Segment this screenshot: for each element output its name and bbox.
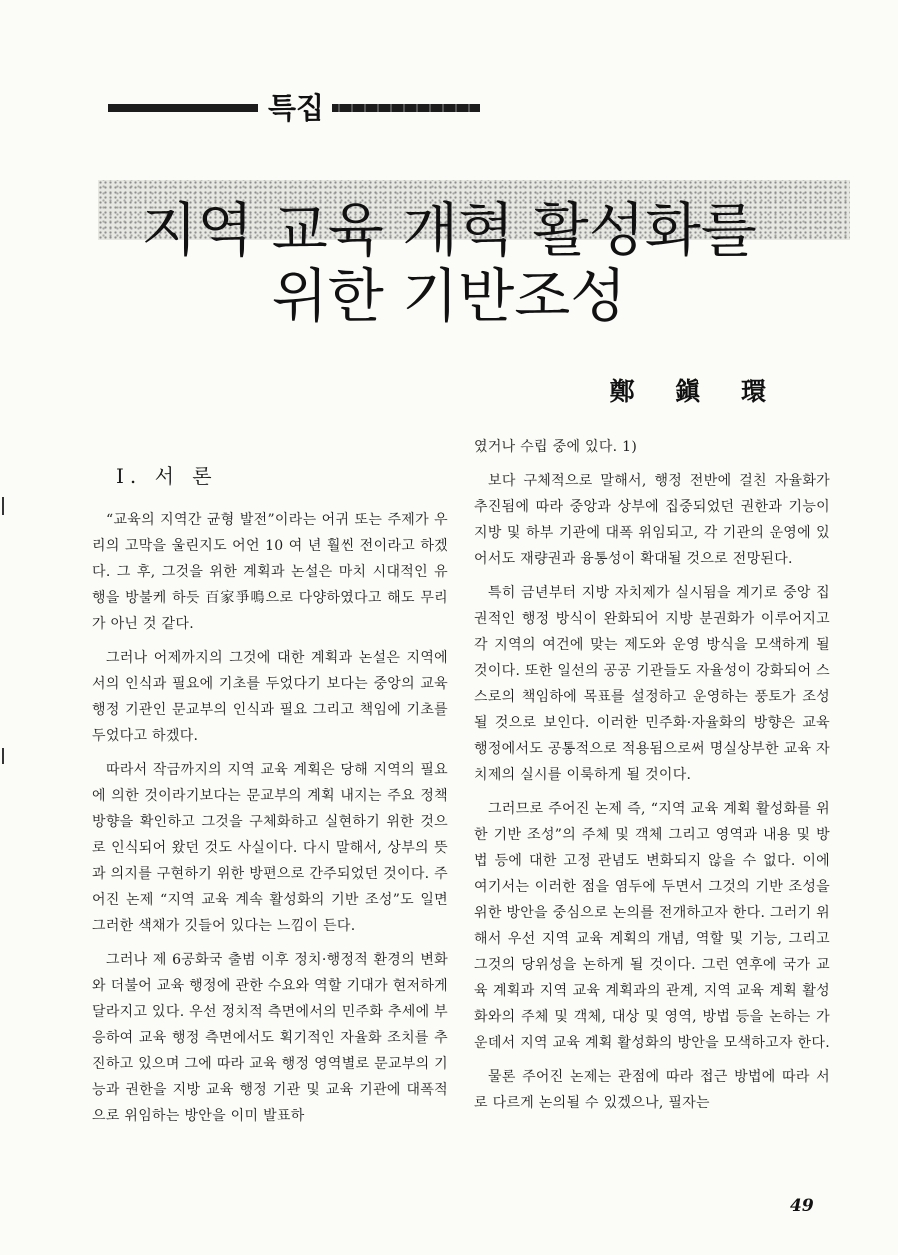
paragraph: “교육의 지역간 균형 발전”이라는 어귀 또는 주제가 우리의 고막을 울린지도 어언 10 여 년 훨씬 전이라고 하겠다. 그 후, 그것을 위한 계획과 논설은 마치 시대적인 유행을 방불케 하듯 百家爭鳴으로 다양하였다고 해도 무리가 아닌 것 같다. (92, 512, 448, 632)
article-title-line-2: 위한 기반조성 (271, 262, 627, 330)
section-heading: Ⅰ. 서 론 (116, 464, 218, 488)
section-label: 특집 (267, 91, 325, 125)
paragraph: 그러나 어제까지의 그것에 대한 계획과 논설은 지역에서의 인식과 필요에 기초를 두었다기 보다는 중앙의 교육 행정 기관인 문교부의 인식과 필요 그리고 책임에 기초를 두었다고 하겠다. (92, 650, 448, 744)
left-column (92, 507, 448, 1137)
paragraph: 따라서 작금까지의 지역 교육 계획은 당해 지역의 필요에 의한 것이라기보다는 문교부의 계획 내지는 주요 정책 방향을 확인하고 그것을 구체화하고 실현하기 위한 것으로 인식되어 왔던 것도 사실이다. 다시 말해서, 상부의 뜻과 의지를 구현하기 위한 방편으로 간주되었던 것이다. 주어진 논제 “지역 교육 계속 활성화의 기반 조성”도 일면 그러한 색채가 깃들어 있다는 느낌이 든다. (92, 762, 448, 934)
paragraph: 물론 주어진 논제는 관점에 따라 접근 방법에 따라 서로 다르게 논의될 수 있겠으나, 필자는 (474, 1069, 830, 1111)
paragraph: 였거나 수립 중에 있다. 1) (474, 439, 638, 455)
margin-mark-2 (2, 748, 4, 764)
paragraph: 보다 구체적으로 말해서, 행정 전반에 걸친 자율화가 추진됨에 따라 중앙과 상부에 집중되었던 권한과 기능이 지방 및 하부 기관에 대폭 위임되고, 각 기관의 운영에 있어서도 재량권과 융통성이 확대될 것으로 전망된다. (474, 473, 830, 567)
page-number: 49 (790, 1196, 814, 1216)
author-name: 鄭 鎭 環 (609, 377, 782, 406)
right-column (474, 434, 830, 1124)
section-rule-left (108, 104, 258, 112)
paragraph: 특히 금년부터 지방 자치제가 실시됨을 계기로 중앙 집권적인 행정 방식이 완화되어 지방 분권화가 이루어지고 각 지역의 여건에 맞는 제도와 운영 방식을 모색하게 될 것이다. 또한 일선의 공공 기관들도 자율성이 강화되어 스스로의 책임하에 목표를 설정하고 운영하는 풍토가 조성될 것으로 보인다. 이러한 민주화·자율화의 방향은 교육 행정에서도 공통적으로 적용됨으로써 명실상부한 교육 자치제의 실시를 이룩하게 될 것이다. (474, 585, 830, 783)
paragraph: 그러므로 주어진 논제 즉, “지역 교육 계획 활성화를 위한 기반 조성”의 주체 및 객체 그리고 영역과 내용 및 방법 등에 대한 고정 관념도 변화되지 않을 수 없다. 이에 여기서는 이러한 점을 염두에 두면서 그것의 기반 조성을 위한 방안을 중심으로 논의를 전개하고자 한다. 그러기 위해서 우선 지역 교육 계획의 개념, 역할 및 기능, 그리고 그것의 당위성을 논하게 될 것이다. 그런 연후에 국가 교육 계획과 지역 교육 계획과의 관계, 지역 교육 계획 활성화와의 주체 및 객체, 대상 및 영역, 방법 등을 논하는 가운데서 지역 교육 계획 활성화의 방안을 모색하고자 한다. (474, 801, 830, 1051)
section-rule-right (332, 104, 480, 112)
article-title-line-1: 지역 교육 개혁 활성화를 (141, 196, 757, 264)
paragraph: 그러나 제 6공화국 출범 이후 정치·행정적 환경의 변화와 더불어 교육 행정에 관한 수요와 역할 기대가 현저하게 달라지고 있다. 우선 정치적 측면에서의 민주화 추세에 부응하여 교육 행정 측면에서도 획기적인 자율화 조치를 추진하고 있으며 그에 따라 교육 행정 영역별로 문교부의 기능과 권한을 지방 교육 행정 기관 및 교육 기관에 대폭적으로 위임하는 방안을 이미 발표하 (92, 952, 448, 1124)
margin-mark-1 (2, 497, 4, 515)
section-header (108, 90, 480, 126)
